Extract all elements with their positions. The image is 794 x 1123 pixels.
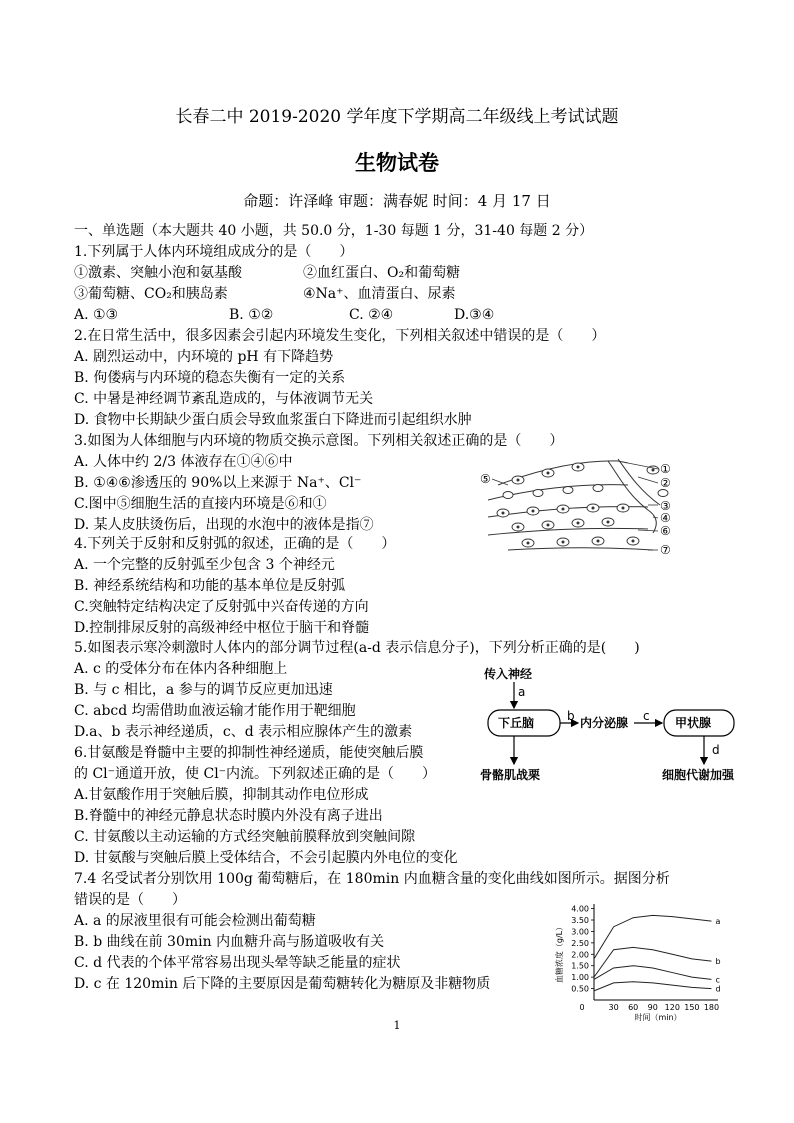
q1-stem: 1.下列属于人体内环境组成成分的是（ ） xyxy=(74,244,354,260)
tissue-exchange-figure xyxy=(478,455,694,565)
q6-stem-line2: 的 Cl⁻通道开放，使 Cl⁻内流。下列叙述正确的是（ ） xyxy=(74,766,437,782)
q7-option-d: D. c 在 120min 后下降的主要原因是葡萄糖转化为糖原及非糖物质 xyxy=(74,976,491,992)
series-label-c: c xyxy=(715,975,720,985)
q3-stem: 3.如图为人体细胞与内环境的物质交换示意图。下列相关叙述正确的是（ ） xyxy=(74,433,564,449)
y-tick-label: 3.00 xyxy=(571,927,589,937)
q4-option-b: B. 神经系统结构和功能的基本单位是反射弧 xyxy=(74,578,346,594)
q2-stem: 2.在日常生活中，很多因素会引起内环境发生变化，下列相关叙述中错误的是（ ） xyxy=(74,328,606,344)
blood-glucose-chart xyxy=(546,898,746,1022)
afferent-nerve-label: 传入神经 xyxy=(484,667,533,681)
q2-option-c: C. 中暑是神经调节紊乱造成的，与体液调节无关 xyxy=(74,391,374,407)
q2-option-d: D. 食物中长期缺少蛋白质会导致血浆蛋白下降进而引起组织水肿 xyxy=(74,412,472,428)
x-axis-label: 时间（min） xyxy=(634,1013,682,1022)
q5-option-d: D.a、b 表示神经递质，c、d 表示相应腺体产生的激素 xyxy=(74,724,413,740)
q7-option-b: B. b 曲线在前 30min 内血糖升高与肠道吸收有关 xyxy=(74,934,385,950)
q4-option-d: D.控制排尿反射的高级神经中枢位于脑干和脊髓 xyxy=(74,620,370,636)
y-tick-label: 3.50 xyxy=(571,916,589,925)
q6-option-c: C. 甘氨酸以主动运输的方式经突触前膜释放到突触间隙 xyxy=(74,829,416,845)
y-tick-label: 2.50 xyxy=(571,938,589,948)
x-tick-label: 30 xyxy=(608,1003,619,1012)
page-number: 1 xyxy=(393,1019,401,1032)
signal-a-label: a xyxy=(518,685,526,699)
q2-option-a: A. 剧烈运动中，内环境的 pH 有下降趋势 xyxy=(74,349,334,365)
q7-stem-line1: 7.4 名受试者分别饮用 100g 葡萄糖后，在 180min 内血糖含量的变化曲线如图所示。据图分析 xyxy=(74,871,670,887)
series-line-b xyxy=(594,947,711,977)
q4-stem: 4.下列关于反射和反射弧的叙述，正确的是（ ） xyxy=(74,536,396,552)
hypothalamus-label: 下丘脑 xyxy=(498,716,535,730)
q5-option-a: A. c 的受体分布在体内各种细胞上 xyxy=(74,661,288,677)
signal-b-label: b xyxy=(567,709,575,723)
q6-option-a: A.甘氨酸作用于突触后膜，抑制其动作电位形成 xyxy=(74,787,369,803)
q7-option-a: A. a 的尿液里很有可能会检测出葡萄糖 xyxy=(74,913,316,929)
fig-label-7: ⑦ xyxy=(660,543,671,557)
section-heading: 一、单选题（本大题共 40 小题，共 50.0 分，1-30 每题 1 分，31-40 每题 2 分） xyxy=(74,223,594,239)
y-axis-label: 血糖浓度（g/L） xyxy=(555,922,564,984)
q6-option-b: B.脊髓中的神经元静息状态时膜内外没有离子进出 xyxy=(74,808,383,824)
q3-option-d: D. 某人皮肤烫伤后，出现的水泡中的液体是指⑦ xyxy=(74,517,374,533)
fig-label-2: ② xyxy=(660,476,671,490)
q1-option-b: B. ①② xyxy=(229,307,274,323)
exam-meta: 命题：许泽峰 审题：满春妮 时间：4 月 17 日 xyxy=(243,192,551,210)
q3-option-a: A. 人体中约 2/3 体液存在①④⑥中 xyxy=(74,454,293,470)
q3-option-b: B. ①④⑥渗透压的 90%以上来源于 Na⁺、Cl⁻ xyxy=(74,475,362,491)
series-label-a: a xyxy=(715,917,721,927)
q5-stem: 5.如图表示寒冷刺激时人体内的部分调节过程(a-d 表示信息分子)，下列分析正确的是( ) xyxy=(74,640,640,656)
series-label-d: d xyxy=(715,984,721,994)
y-tick-label: 1.00 xyxy=(571,973,589,983)
q1-item-4: ④Na⁺、血清蛋白、尿素 xyxy=(303,286,456,302)
q1-option-a: A. ①③ xyxy=(74,307,119,323)
series-line-c xyxy=(594,966,711,980)
q5-option-c: C. abcd 均需借助血液运输才能作用于靶细胞 xyxy=(74,703,356,719)
q1-option-c: C. ②④ xyxy=(349,307,394,323)
q5-option-b: B. 与 c 相比，a 参与的调节反应更加迅速 xyxy=(74,682,333,698)
q1-item-3: ③葡萄糖、CO₂和胰岛素 xyxy=(74,286,228,302)
q7-stem-line2: 错误的是（ ） xyxy=(74,892,186,908)
metabolism-label: 细胞代谢加强 xyxy=(662,768,735,782)
q4-option-a: A. 一个完整的反射弧至少包含 3 个神经元 xyxy=(74,557,335,573)
q6-option-d: D. 甘氨酸与突触后膜上受体结合，不会引起膜内外电位的变化 xyxy=(74,850,458,866)
q1-item-1: ①激素、突触小泡和氨基酸 xyxy=(74,265,242,281)
fig-label-6: ⑥ xyxy=(660,524,671,538)
q2-option-b: B. 佝偻病与内环境的稳态失衡有一定的关系 xyxy=(74,370,346,386)
x-tick-label: 60 xyxy=(628,1003,639,1012)
fig-label-3: ③ xyxy=(660,499,671,513)
x-tick-label: 180 xyxy=(703,1003,720,1012)
shivering-label: 骨骼肌战栗 xyxy=(480,768,541,782)
y-tick-label: 1.50 xyxy=(571,961,589,971)
x-tick-label: 120 xyxy=(664,1003,680,1012)
subject-title: 生物试卷 xyxy=(355,151,439,175)
signal-d-label: d xyxy=(712,743,720,757)
x-tick-label: 90 xyxy=(647,1003,658,1012)
q7-option-c: C. d 代表的个体平常容易出现头晕等缺乏能量的症状 xyxy=(74,955,401,971)
q1-item-2: ②血红蛋白、O₂和葡萄糖 xyxy=(303,265,461,281)
series-label-b: b xyxy=(715,957,721,967)
q6-stem-line1: 6.甘氨酸是脊髓中主要的抑制性神经递质，能使突触后膜 xyxy=(74,745,424,761)
y-tick-label: 0.50 xyxy=(571,984,589,994)
signal-c-label: c xyxy=(643,709,650,723)
series-line-d xyxy=(594,982,711,991)
exam-title: 长春二中 2019-2020 学年度下学期高二年级线上考试试题 xyxy=(175,107,619,127)
fig-label-1: ① xyxy=(660,462,671,476)
y-tick-label: 4.00 xyxy=(571,904,589,914)
q3-option-c: C.图中⑤细胞生活的直接内环境是⑥和① xyxy=(74,496,327,512)
q1-option-d: D.③④ xyxy=(454,307,495,323)
fig-label-4: ④ xyxy=(660,511,671,525)
y-tick-label: 2.00 xyxy=(571,950,589,960)
fig-label-5: ⑤ xyxy=(480,472,491,486)
q4-option-c: C.突触特定结构决定了反射弧中兴奋传递的方向 xyxy=(74,599,369,615)
regulation-flow-diagram xyxy=(476,664,746,786)
x-tick-label: 150 xyxy=(684,1003,700,1012)
thyroid-label: 甲状腺 xyxy=(675,716,712,730)
x-tick-label: 0 xyxy=(579,1003,585,1012)
endocrine-gland-label: 内分泌腺 xyxy=(580,716,629,730)
